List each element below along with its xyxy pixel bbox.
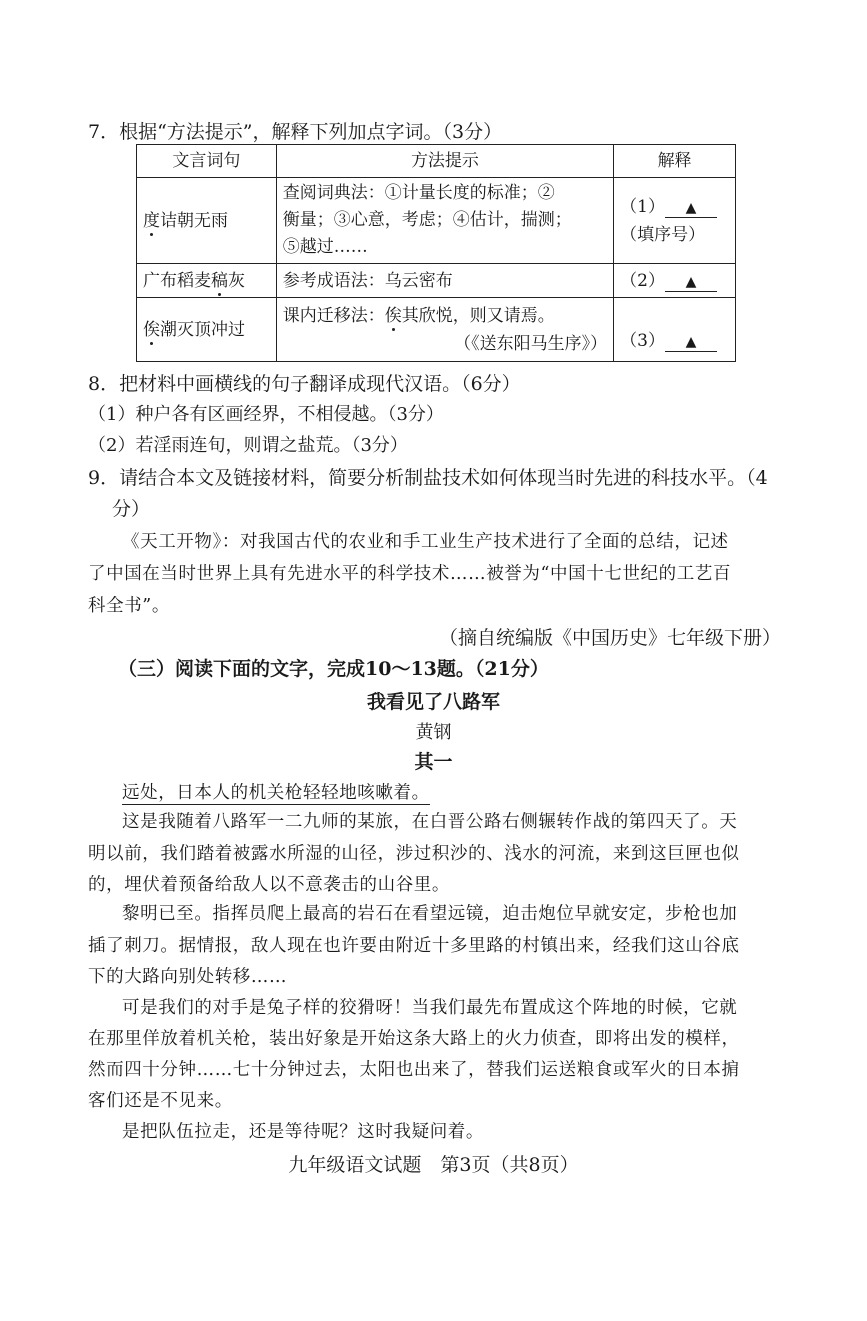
table-row <box>137 298 736 362</box>
hint-cell <box>276 298 613 362</box>
paragraph-line: 然而四十分钟……七十分钟过去，太阳也出来了，替我们运送粮食或军火的日本掮 <box>88 1060 740 1080</box>
answer-blank[interactable]: ▲ <box>665 333 717 352</box>
dotted-char: 稿 <box>211 270 228 291</box>
underlined-text: 远处，日本人的机关枪轻轻地咳嗽着。 <box>122 783 430 803</box>
hint-line: 衡量；③心意，考虑；④估计，揣测； <box>282 210 572 230</box>
q9-title: 9．请结合本文及链接材料，简要分析制盐技术如何体现当时先进的科技水平。（4 <box>88 467 768 489</box>
answer-blank[interactable]: ▲ <box>665 273 717 292</box>
phrase-text: 潮灭顶冲过 <box>160 319 245 340</box>
dotted-char: 度 <box>143 210 160 231</box>
hint-text: 其欣悦，则又请焉。 <box>401 305 555 326</box>
answer-note: （填序号） <box>620 224 706 245</box>
table-row <box>137 264 736 298</box>
dotted-char: 俟 <box>384 305 402 326</box>
phrase-cell <box>137 264 277 298</box>
hint-source: （《送东阳马生序》） <box>454 333 608 354</box>
q8-title: 8．把材料中画横线的句子翻译成现代汉语。（6分） <box>88 373 521 395</box>
q9-source: （摘自统编版《中国历史》七年级下册） <box>438 627 781 649</box>
paragraph-line: 是把队伍拉走，还是等待呢？这时我疑问着。 <box>122 1122 484 1142</box>
part-heading: 其一 <box>414 751 453 773</box>
paragraph-line: 下的大路向别处转移…… <box>88 967 288 987</box>
header-phrase: 文言词句 <box>137 145 277 178</box>
paragraph-line: 的，埋伏着预备给敌人以不意袭击的山谷里。 <box>88 875 450 895</box>
q9-link-line: 《天工开物》：对我国古代的农业和手工业生产技术进行了全面的总结，记述 <box>122 532 729 552</box>
paragraph-line: 明以前，我们踏着被露水所湿的山径，涉过积沙的、浅水的河流，来到这巨匣也似 <box>88 844 740 864</box>
q8-sentence-2: （2）若淫雨连旬，则谓之盐荒。（3分） <box>88 435 408 456</box>
section-heading: （三）阅读下面的文字，完成10～13题。（21分） <box>118 658 549 680</box>
answer-cell <box>614 264 736 298</box>
q9-title-cont: 分） <box>112 498 151 520</box>
paragraph-line: 插了刺刀。据情报，敌人现在也许要由附近十多里路的村镇出来，经我们这山谷底 <box>88 936 740 956</box>
q7-title: 7．根据“方法提示”，解释下列加点字词。（3分） <box>88 121 503 143</box>
hint-cell <box>276 178 613 264</box>
table-row <box>137 178 736 264</box>
article-title: 我看见了八路军 <box>366 691 500 713</box>
phrase-cell <box>137 178 277 264</box>
phrase-cell <box>137 298 277 362</box>
phrase-text: 诘朝无雨 <box>160 210 228 231</box>
paragraph-line: 这是我随着八路军一二九师的某旅，在白晋公路右侧辗转作战的第四天了。天 <box>122 812 738 832</box>
hint-line: ⑤越过…… <box>282 237 368 257</box>
paragraph-line: 在那里佯放着机关枪，装出好象是开始这条大路上的火力侦查，即将出发的模样， <box>88 1029 740 1049</box>
page-footer: 九年级语文试题 第3页（共8页） <box>288 1154 579 1176</box>
paragraph-line: 黎明已至。指挥员爬上最高的岩石在看望远镜，迫击炮位早就安定，步枪也加 <box>122 904 738 924</box>
phrase-text: 灰 <box>228 270 245 291</box>
dotted-char: 俟 <box>143 319 160 340</box>
table-header-row <box>137 145 736 178</box>
hint-cell: 参考成语法：乌云密布 <box>276 264 613 298</box>
paragraph-line: 客们还是不见来。 <box>88 1091 233 1111</box>
hint-line: 查阅词典法：①计量长度的标准；② <box>282 183 555 203</box>
paragraph-line: 可是我们的对手是兔子样的狡猾呀！当我们最先布置成这个阵地的时候，它就 <box>122 998 738 1018</box>
hint-text: 课内迁移法： <box>282 305 385 326</box>
header-answer: 解释 <box>614 145 736 178</box>
answer-number: （1） <box>620 196 665 217</box>
answer-number: （2） <box>620 270 665 291</box>
q8-sentence-1: （1）种户各有区画经界，不相侵越。（3分） <box>88 404 444 425</box>
answer-cell <box>614 298 736 362</box>
phrase-text: 广布稻麦 <box>143 270 211 291</box>
underlined-sentence <box>122 779 430 804</box>
article-author: 黄钢 <box>415 722 452 743</box>
q9-link-line: 了中国在当时世界上具有先进水平的科学技术……被誉为“中国十七世纪的工艺百 <box>88 564 732 584</box>
answer-cell <box>614 178 736 264</box>
answer-number: （3） <box>620 331 665 351</box>
q7-table <box>136 144 736 362</box>
answer-blank[interactable]: ▲ <box>665 199 717 218</box>
header-hint: 方法提示 <box>276 145 613 178</box>
q9-link-line: 科全书”。 <box>88 596 170 616</box>
